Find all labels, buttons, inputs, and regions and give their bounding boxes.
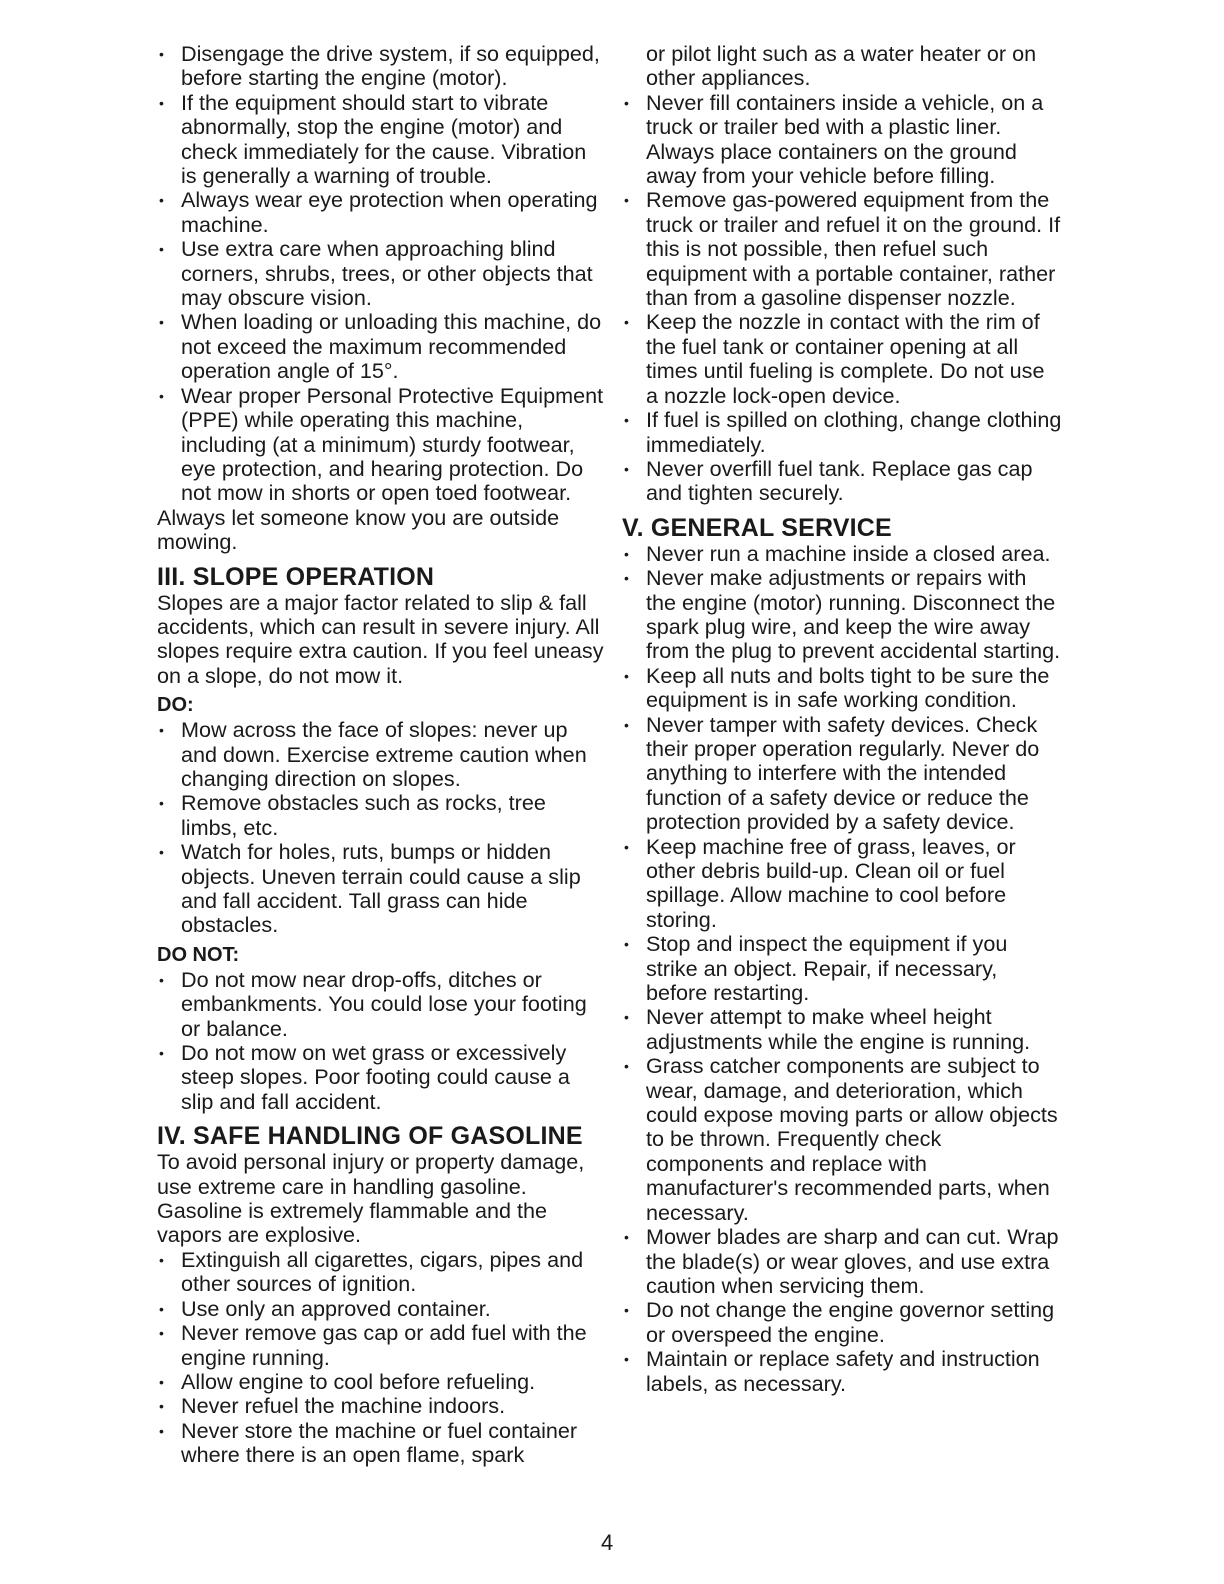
list-item: • Mower blades are sharp and can cut. Wrap the blade(s) or wear gloves, and use extra caution when servicing them. [622,1225,1062,1298]
general-service-list [622,542,1062,1396]
list-item: • Wear proper Personal Protective Equipment (PPE) while operating this machine, including (at a minimum) sturdy footwear, eye protection, and hearing protection. Do not mow in shorts or open toed footwear. [157,384,607,506]
list-item: • Never store the machine or fuel container where there is an open flame, spark [157,1419,607,1468]
slope-intro: Slopes are a major factor related to slip & fall accidents, which can result in severe injury. All slopes require extra caution. If you feel uneasy on a slope, do not mow it. [157,589,604,688]
list-item: • Keep the nozzle in contact with the rim of the fuel tank or container opening at all times until fueling is complete. Do not use a nozzle lock-open device. [622,310,1062,408]
gasoline-intro: To avoid personal injury or property damage, use extreme care in handling gasoline. Gasoline is extremely flammable and the vapors are explosive. [157,1149,585,1248]
slope-operation-heading: III. SLOPE OPERATION [157,562,435,591]
list-item: • Allow engine to cool before refueling. [157,1370,607,1394]
right-column [622,42,1062,1396]
gasoline-list-continued [622,91,1062,506]
list-item: • Remove obstacles such as rocks, tree limbs, etc. [157,791,607,840]
list-item: • Never make adjustments or repairs with the engine (motor) running. Disconnect the spark plug wire, and keep the wire away from the plug to prevent accidental starting. [622,566,1062,664]
page-number: 4 [601,1530,614,1555]
top-safety-list [157,42,607,506]
list-item: • Never refuel the machine indoors. [157,1394,607,1418]
list-item: • Never overfill fuel tank. Replace gas cap and tighten securely. [622,457,1062,506]
list-item: • Watch for holes, ruts, bumps or hidden objects. Uneven terrain could cause a slip and fall accident. Tall grass can hide obstacles. [157,840,607,938]
list-item: • Always wear eye protection when operating machine. [157,188,607,237]
list-item: • Extinguish all cigarettes, cigars, pipes and other sources of ignition. [157,1248,607,1297]
list-item: • When loading or unloading this machine, do not exceed the maximum recommended operation angle of 15°. [157,310,607,383]
list-item: • Mow across the face of slopes: never up and down. Exercise extreme caution when changing direction on slopes. [157,718,607,791]
list-item: • Use only an approved container. [157,1297,607,1321]
left-column [157,42,607,1468]
list-item: • Stop and inspect the equipment if you strike an object. Repair, if necessary, before restarting. [622,932,1062,1005]
list-item: • Never attempt to make wheel height adjustments while the engine is running. [622,1005,1062,1054]
list-item: • Do not mow near drop-offs, ditches or embankments. You could lose your footing or balance. [157,968,607,1041]
list-item: • Keep machine free of grass, leaves, or other debris build-up. Clean oil or fuel spillage. Allow machine to cool before storing. [622,835,1062,933]
list-item: • Never run a machine inside a closed area. [622,542,1062,566]
general-service-heading: V. GENERAL SERVICE [622,513,892,542]
list-item: • Never remove gas cap or add fuel with the engine running. [157,1321,607,1370]
list-item: • Maintain or replace safety and instruction labels, as necessary. [622,1347,1062,1396]
list-item: • If the equipment should start to vibrate abnormally, stop the engine (motor) and check immediately for the cause. Vibration is generally a warning of trouble. [157,91,607,189]
do-heading: DO: [157,694,194,717]
gasoline-list [157,1248,607,1468]
list-item: • Do not mow on wet grass or excessively steep slopes. Poor footing could cause a slip and fall accident. [157,1041,607,1114]
list-item: • Grass catcher components are subject to wear, damage, and deterioration, which could expose moving parts or allow objects to be thrown. Frequently check components and replace with manufacturer's recommended parts, when necessary. [622,1054,1062,1225]
list-item: • Keep all nuts and bolts tight to be sure the equipment is in safe working condition. [622,664,1062,713]
list-item: • Never fill containers inside a vehicle, on a truck or trailer bed with a plastic liner. Always place containers on the ground away from your vehicle before filling. [622,91,1062,189]
list-item: • Disengage the drive system, if so equipped, before starting the engine (motor). [157,42,607,91]
list-item: • Remove gas-powered equipment from the truck or trailer and refuel it on the ground. If this is not possible, then refuel such equipment with a portable container, rather than from a gasoline dispenser nozzle. [622,188,1062,310]
outside-mowing-note: Always let someone know you are outside mowing. [157,504,560,555]
do-list [157,718,607,938]
gasoline-heading: IV. SAFE HANDLING OF GASOLINE [157,1122,583,1151]
list-item: • Use extra care when approaching blind corners, shrubs, trees, or other objects that may obscure vision. [157,237,607,310]
list-item: • Never tamper with safety devices. Check their proper operation regularly. Never do anything to interfere with the intended function of a safety device or reduce the protection provided by a safety device. [622,713,1062,835]
list-item: • If fuel is spilled on clothing, change clothing immediately. [622,408,1062,457]
do-not-list [157,968,607,1114]
do-not-heading: DO NOT: [157,943,240,966]
gasoline-continuation: or pilot light such as a water heater or on other appliances. [646,41,1037,91]
list-item: • Do not change the engine governor setting or overspeed the engine. [622,1298,1062,1347]
